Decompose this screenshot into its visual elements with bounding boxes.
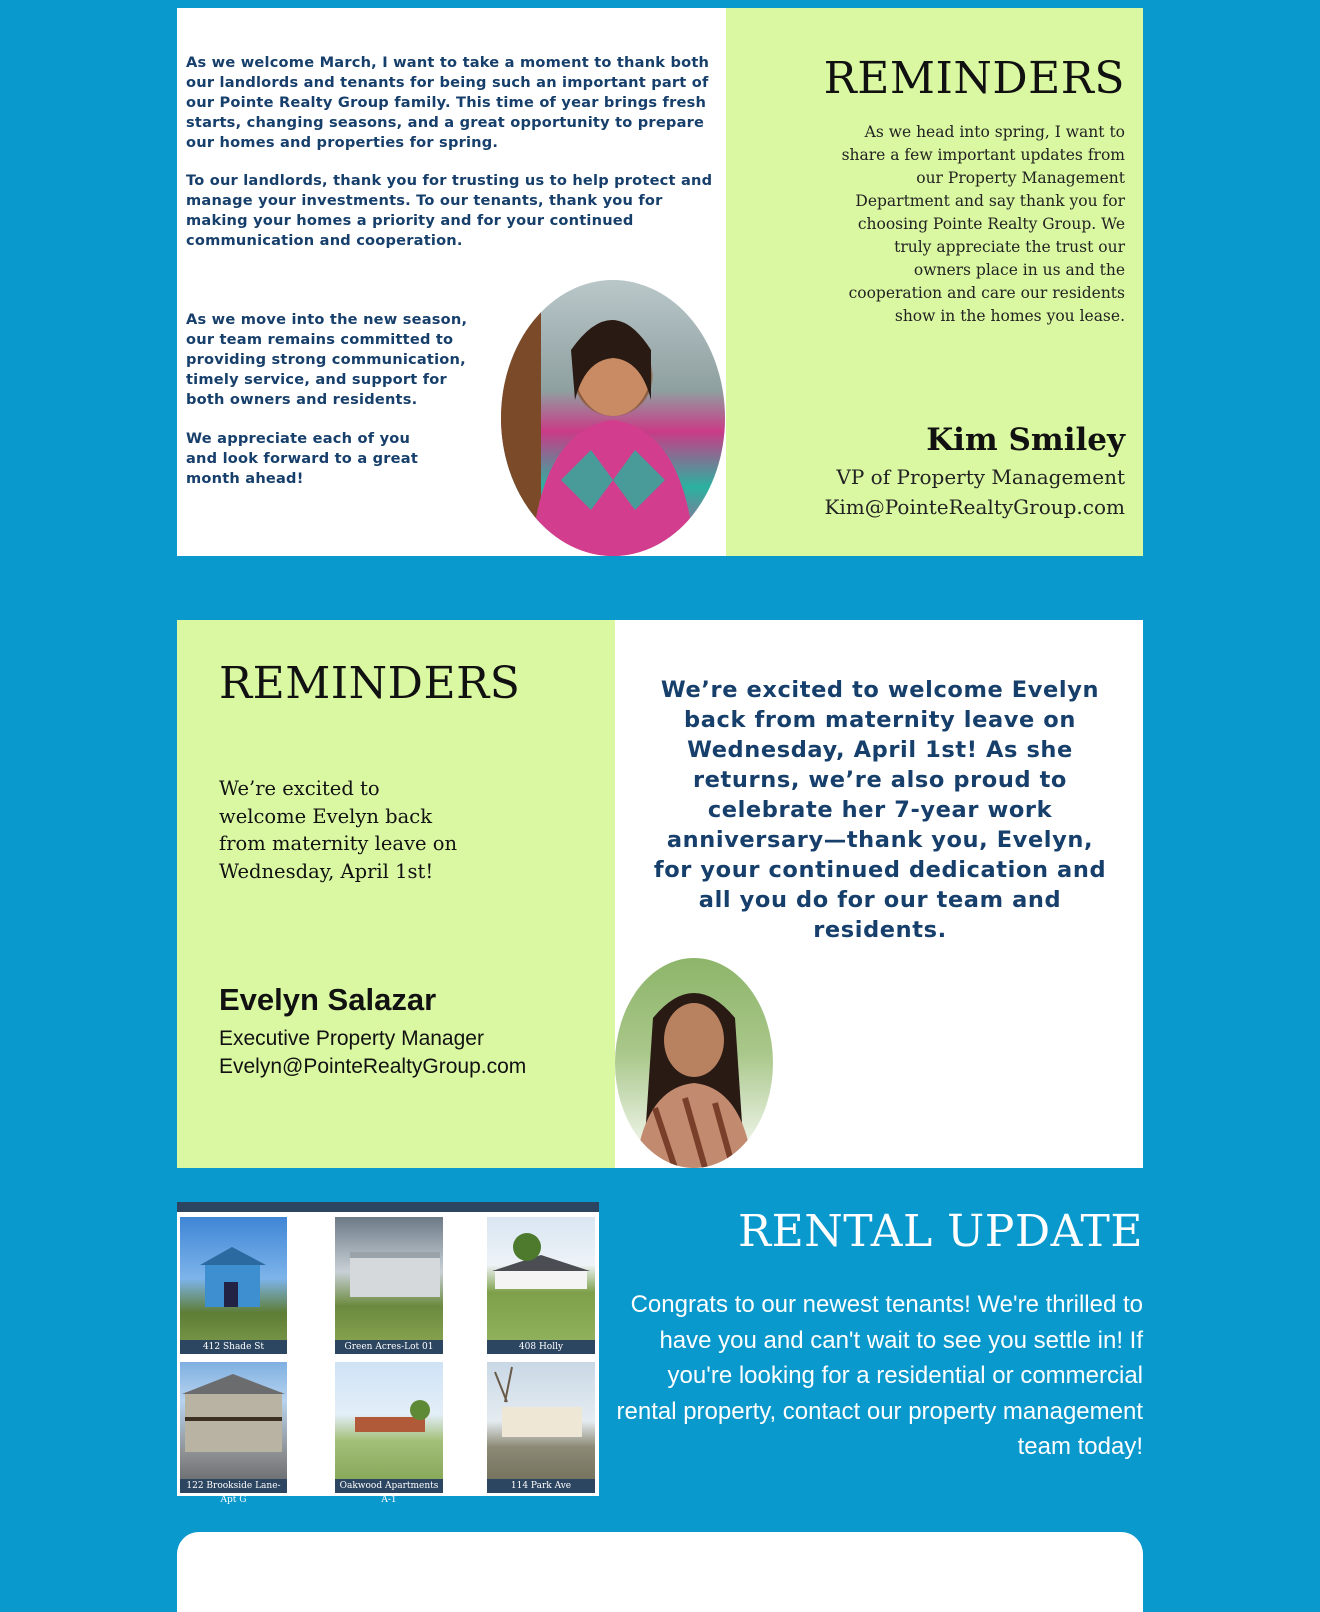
property-photo [487,1362,595,1479]
flyer-header-bar [177,1202,599,1212]
property-caption: Oakwood Apartments A-1 [335,1479,443,1493]
letter-paragraph-4: We appreciate each of you and look forward to a great month ahead! [186,430,419,487]
letter-card [177,8,726,556]
reminders-panel-evelyn [177,620,615,1168]
property-tile[interactable] [335,1217,443,1354]
reminders-heading: REMINDERS [823,53,1125,104]
reminders-heading: REMINDERS [219,658,521,709]
kim-smiley-name: Kim Smiley [926,422,1125,458]
reminders-panel-kim [726,8,1143,556]
evelyn-salazar-name: Evelyn Salazar [219,982,437,1017]
kim-smiley-title: VP of Property Management [836,465,1125,489]
property-caption: Green Acres-Lot 01 [335,1340,443,1354]
property-photo [487,1217,595,1340]
property-tile[interactable] [335,1362,443,1505]
evelyn-announcement-text: We’re excited to welcome Evelyn back from maternity leave on Wednesday, April 1st! As she returns, we’re also proud to celebrate her 7-year work anniversary—thank you, Evelyn, for your continued dedication and all you do for our team and residents. [653,677,1107,943]
evelyn-welcome-text: We’re excited to welcome Evelyn back from maternity leave on Wednesday, April 1st! [219,777,458,883]
property-caption: 408 Holly [487,1340,595,1354]
kim-smiley-photo [501,280,725,556]
evelyn-salazar-title: Executive Property Manager [219,1027,484,1050]
property-photo [335,1362,443,1479]
evelyn-salazar-photo [615,958,773,1168]
property-tile[interactable] [487,1362,595,1493]
evelyn-announcement-card [615,620,1143,1168]
letter-paragraph-3: As we move into the new season, our team remains committed to providing strong communication, timely service, and support for both owners and residents. [186,311,468,408]
property-caption: 114 Park Ave [487,1479,595,1493]
property-caption: 122 Brookside Lane-Apt G [180,1479,287,1493]
property-tile[interactable] [487,1217,595,1354]
property-photo [180,1217,287,1340]
property-tile[interactable] [180,1362,287,1505]
letter-paragraph-1: As we welcome March, I want to take a moment to thank both our landlords and tenants for being such an important part of our Pointe Realty Group family. This time of year brings fresh starts, changing seasons, and a great opportunity to prepare our homes and properties for spring. [186,54,710,151]
property-photo [180,1362,287,1479]
reminders-body: As we head into spring, I want to share a few important updates from our Property Management Department and say thank you for choosing Pointe Realty Group. We truly appreciate the trust our owners place in us and the cooperation and care our residents show in the homes you lease. [841,123,1125,325]
property-photo [335,1217,443,1340]
property-caption: 412 Shade St [180,1340,287,1354]
evelyn-salazar-email[interactable]: Evelyn@PointeRealtyGroup.com [219,1055,527,1078]
letter-paragraph-2: To our landlords, thank you for trusting us to help protect and manage your investments. To our tenants, thank you for making your homes a priority and for your continued communication and cooperation. [186,172,713,249]
property-tile[interactable] [180,1217,287,1354]
listings-flyer [177,1202,599,1505]
rental-update-body: Congrats to our newest tenants! We're thrilled to have you and can't wait to see you settle in! If you're looking for a residential or commercial rental property, contact our property management team today! [616,1291,1143,1460]
bottom-card [177,1532,1143,1612]
rental-update-heading: RENTAL UPDATE [738,1206,1143,1257]
kim-smiley-email[interactable]: Kim@PointeRealtyGroup.com [824,495,1125,519]
